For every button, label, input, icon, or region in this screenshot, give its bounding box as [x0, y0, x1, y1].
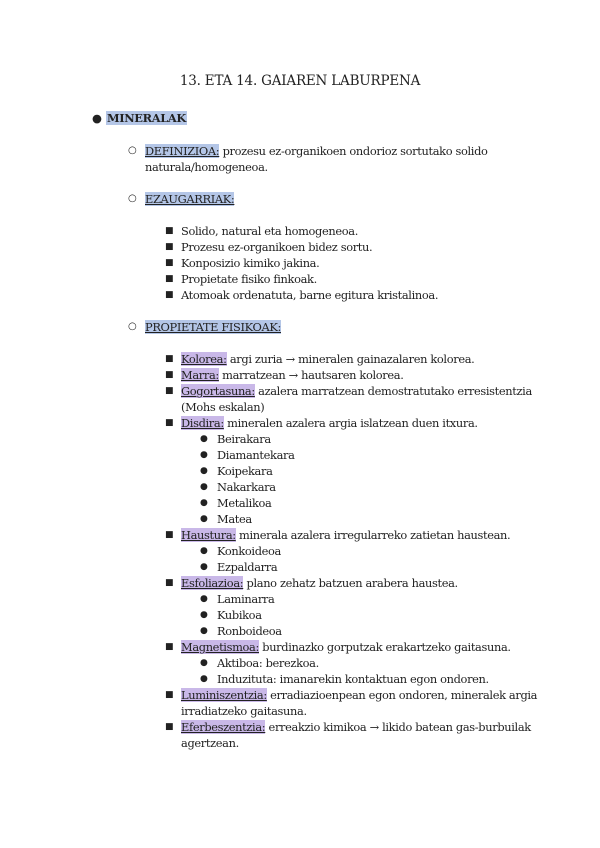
square-bullet-icon: ■ [165, 642, 174, 652]
square-bullet-icon: ■ [165, 290, 174, 300]
physical-term: PROPIETATE FISIKOAK: [145, 320, 281, 334]
property-term: Eferbeszentzia: [181, 720, 266, 734]
circle-bullet-icon: ○ [128, 193, 137, 204]
bullet-icon: ● [92, 111, 102, 125]
square-bullet-icon: ■ [165, 370, 174, 380]
square-bullet-icon: ■ [165, 274, 174, 284]
property-text: erradiazioenpean egon ondoren, mineralek argia irradiatzeko gaitasuna. [181, 688, 538, 718]
dot-bullet-icon: ● [200, 466, 208, 476]
dot-bullet-icon: ● [200, 450, 208, 460]
property-term: Gogortasuna: [181, 384, 255, 398]
property-text: azalera marratzean demostratutako erresistentzia (Mohs eskalan) [181, 384, 532, 414]
dot-bullet-icon: ● [200, 434, 208, 444]
square-bullet-icon: ■ [165, 226, 174, 236]
property-text: argi zuria → mineralen gainazalaren kolorea. [226, 352, 475, 366]
definition-term: DEFINIZIOA: [145, 144, 220, 158]
dot-bullet-icon: ● [200, 514, 208, 524]
square-bullet-icon: ■ [165, 354, 174, 364]
square-bullet-icon: ■ [165, 530, 174, 540]
section-title: MINERALAK [107, 111, 186, 125]
property-text: minerala azalera irregularreko zatietan haustean. [235, 528, 511, 542]
square-bullet-icon: ■ [165, 386, 174, 396]
dot-bullet-icon: ● [200, 546, 208, 556]
features-term: EZAUGARRIAK: [145, 192, 235, 206]
property-text: erreakzio kimikoa → likido batean gas-burbuilak agertzean. [181, 720, 531, 750]
property-text: mineralen azalera argia islatzean duen itxura. [223, 416, 478, 430]
square-bullet-icon: ■ [165, 722, 174, 732]
dot-bullet-icon: ● [200, 626, 208, 636]
dot-bullet-icon: ● [200, 658, 208, 668]
property-term: Haustura: [181, 528, 236, 542]
dot-bullet-icon: ● [200, 674, 208, 684]
definition-text: prozesu ez-organikoen ondorioz sortutako solido naturala/homogeneoa. [145, 144, 488, 174]
dot-bullet-icon: ● [200, 594, 208, 604]
property-term: Marra: [181, 368, 219, 382]
property-text: burdinazko gorputzak erakartzeko gaitasuna. [258, 640, 511, 654]
circle-bullet-icon: ○ [128, 321, 137, 332]
property-term: Esfoliazioa: [181, 576, 244, 590]
square-bullet-icon: ■ [165, 242, 174, 252]
property-term: Luminiszentzia: [181, 688, 267, 702]
page-title: 13. ETA 14. GAIAREN LABURPENA [179, 73, 421, 89]
property-text: marratzean → hautsaren kolorea. [218, 368, 404, 382]
property-term: Kolorea: [181, 352, 227, 366]
document-page: 13. ETA 14. GAIAREN LABURPENA ● MINERALAK ○ DEFINIZIOA: prozesu ez-organikoen ondorioz sortutako solido naturala/homogeneoa. ○ EZAUGARRIAK: ■ Solido, natural eta homogeneoa. ■ Prozesu ez-organikoen bidez sortu. ■ Konposizio kimiko jakina. ■ Propietate fisiko finkoak. ■ Atomoak ordenatuta, barne egitura kristalinoa. ○ PROPIETATE FISIKOAK: ■ Kolorea: argi zuria → mineralen gainazalaren kolorea. ■ Marra: marratzean → hautsaren kolorea. ■ Gogortasuna: azalera marratzean demostratutako erresistentzia (Mohs eskalan) ■ Disdira: mineralen azalera argia islatzean duen itxura. ● Beirakara ● Diamantekara ● Koipekara ● Nakarkara ● Metalikoa ● Matea ■ Haustura: minerala azalera irregularreko zatietan haustean. ● Konkoideoa ● Ezpaldarra ■ Esfoliazioa: plano zehatz batzuen arabera haustea. ● Laminarra ● Kubikoa ● Ronboideoa ■ Magnetismoa: burdinazko gorputzak erakartzeko gaitasuna. ● Aktiboa: berezkoa. ● Induzituta: imanarekin kontaktuan egon ondoren. ■ Luminiszentzia: erradiazioenpean egon ondoren, mineralek argia irradiatzeko gaitasuna. ■ Eferbeszentzia: erreakzio kimikoa → likido batean gas-burbuilak agertzean. [0, 0, 600, 848]
property-text: plano zehatz batzuen arabera haustea. [243, 576, 458, 590]
dot-bullet-icon: ● [200, 610, 208, 620]
property-term: Magnetismoa: [181, 640, 259, 654]
square-bullet-icon: ■ [165, 578, 174, 588]
square-bullet-icon: ■ [165, 690, 174, 700]
dot-bullet-icon: ● [200, 482, 208, 492]
square-bullet-icon: ■ [165, 258, 174, 268]
dot-bullet-icon: ● [200, 498, 208, 508]
circle-bullet-icon: ○ [128, 145, 137, 156]
square-bullet-icon: ■ [165, 418, 174, 428]
dot-bullet-icon: ● [200, 562, 208, 572]
property-term: Disdira: [181, 416, 224, 430]
